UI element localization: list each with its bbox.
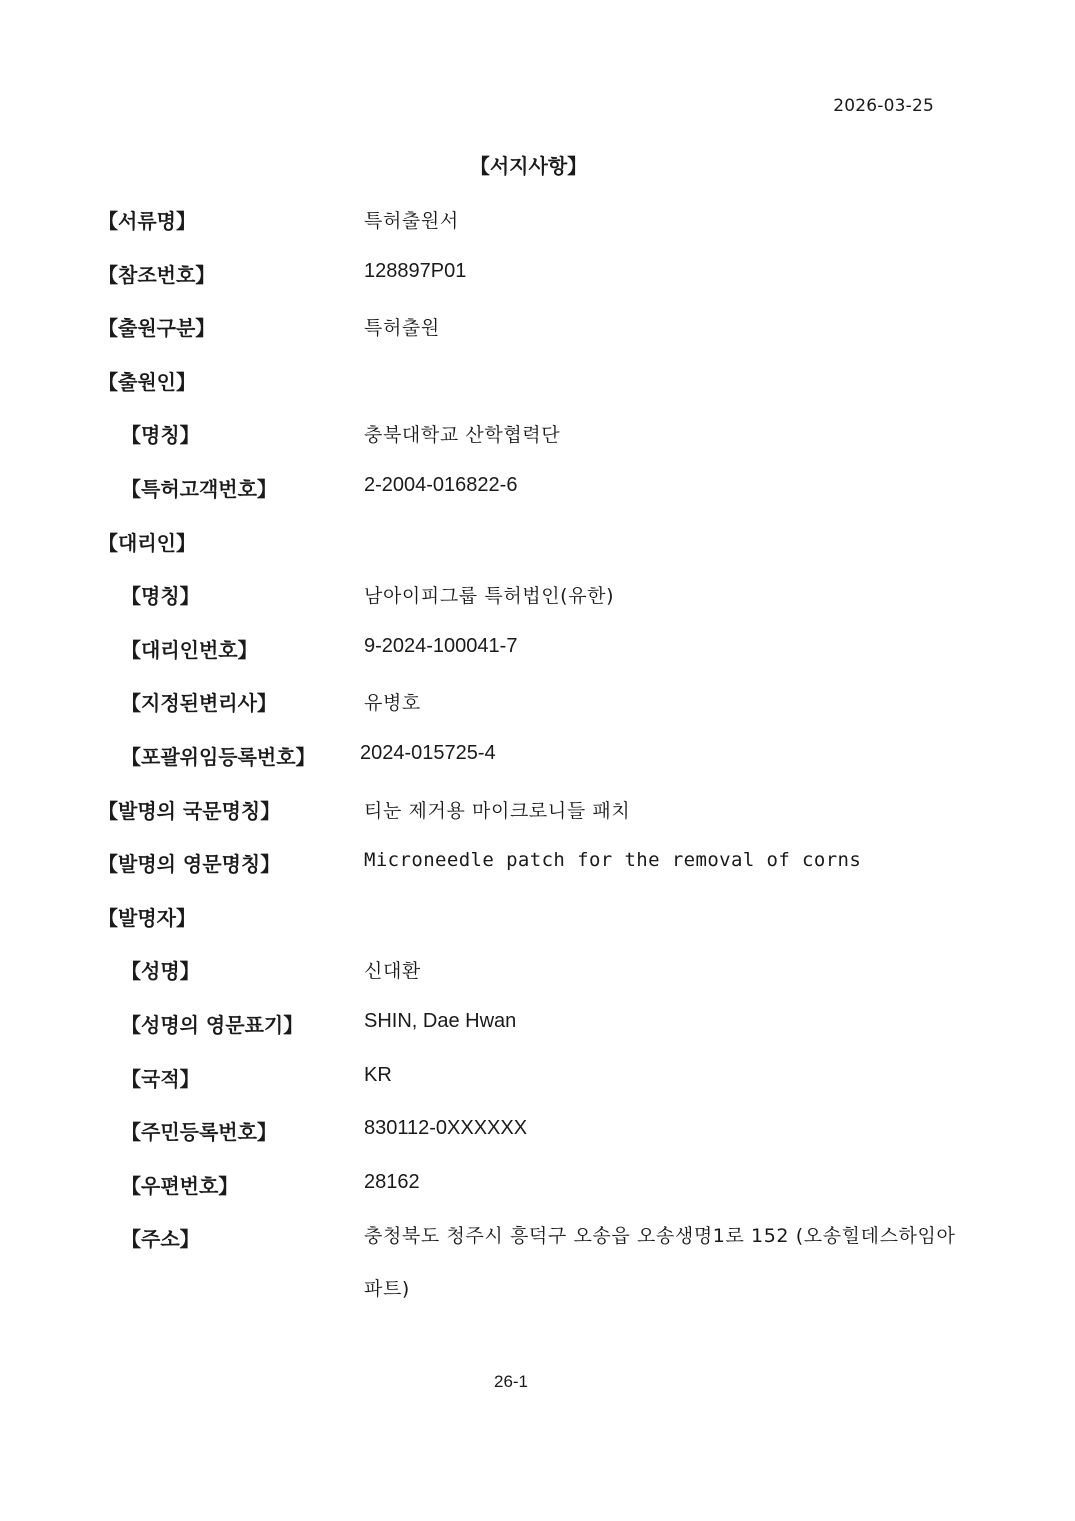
field-label: 【지정된변리사】: [121, 691, 277, 716]
field-value: SHIN, Dae Hwan: [364, 1009, 517, 1032]
field-value: 28162: [364, 1170, 420, 1193]
field-title-kr: [0, 785, 1075, 839]
field-value: 특허출원: [364, 317, 440, 340]
field-label: 【성명】: [121, 959, 200, 984]
field-label: 【발명의 국문명칭】: [98, 798, 281, 823]
field-label: 【주민등록번호】: [121, 1120, 277, 1145]
field-postal-code: [0, 1160, 1075, 1214]
field-ref-no: [0, 249, 1075, 303]
field-value: Microneedle patch for the removal of corns: [364, 849, 862, 872]
field-label: 【출원구분】: [98, 316, 216, 341]
field-value: 2-2004-016822-6: [364, 473, 518, 496]
field-nationality: [0, 1053, 1075, 1107]
field-value: 128897P01: [364, 259, 467, 282]
field-customer-no: [0, 463, 1075, 517]
field-value: 2024-015725-4: [360, 741, 496, 764]
bibliographic-fields: [0, 195, 1075, 1301]
document-date: 2026-03-25: [833, 96, 934, 116]
field-label: 【명칭】: [121, 423, 200, 448]
field-value: KR: [364, 1063, 392, 1086]
field-label: 【국적】: [121, 1066, 200, 1091]
field-title-en: [0, 838, 1075, 892]
field-value: 9-2024-100041-7: [364, 634, 518, 657]
field-label: 【특허고객번호】: [121, 476, 277, 501]
field-attorney: [0, 677, 1075, 731]
page-number: 26-1: [493, 1372, 529, 1391]
field-value: 충북대학교 산학협력단: [364, 424, 561, 447]
field-label: 【대리인번호】: [121, 637, 258, 662]
field-label: 【서류명】: [98, 209, 196, 233]
field-value: 티눈 제거용 마이크로니들 패치: [364, 799, 631, 822]
field-agent-no: [0, 624, 1075, 678]
field-address: [0, 1213, 1075, 1301]
field-label: 【주소】: [121, 1227, 200, 1252]
field-agent-name: [0, 570, 1075, 624]
field-value: 신대환: [364, 960, 421, 983]
section-applicant: [0, 356, 1075, 410]
field-value: 남아이피그룹 특허법인(유한): [364, 585, 615, 608]
section-inventor: [0, 892, 1075, 946]
field-inventor-name-en: [0, 999, 1075, 1053]
section-label: 【대리인】: [98, 530, 196, 555]
section-agent: [0, 517, 1075, 571]
field-label: 【성명의 영문표기】: [121, 1012, 304, 1037]
field-label: 【발명의 영문명칭】: [98, 852, 281, 877]
field-doc-type: [0, 195, 1075, 249]
section-label: 【발명자】: [98, 905, 196, 930]
field-label: 【명칭】: [121, 584, 200, 609]
field-applicant-name: [0, 409, 1075, 463]
field-label: 【포괄위임등록번호】: [121, 744, 316, 769]
field-label: 【우편번호】: [121, 1173, 239, 1198]
page-title: 【서지사항】: [469, 154, 588, 178]
field-value: 충청북도 청주시 흥덕구 오송읍 오송생명1로 152 (오송힐데스하임아파트): [364, 1225, 956, 1301]
section-label: 【출원인】: [98, 369, 196, 394]
field-inventor-name: [0, 945, 1075, 999]
field-value: 유병호: [364, 692, 421, 715]
field-value: 특허출원서: [364, 210, 459, 232]
field-app-type: [0, 302, 1075, 356]
field-resident-no: [0, 1106, 1075, 1160]
field-general-poa-no: [0, 731, 1075, 785]
field-label: 【참조번호】: [98, 262, 216, 287]
field-value: 830112-0XXXXXX: [364, 1117, 528, 1140]
